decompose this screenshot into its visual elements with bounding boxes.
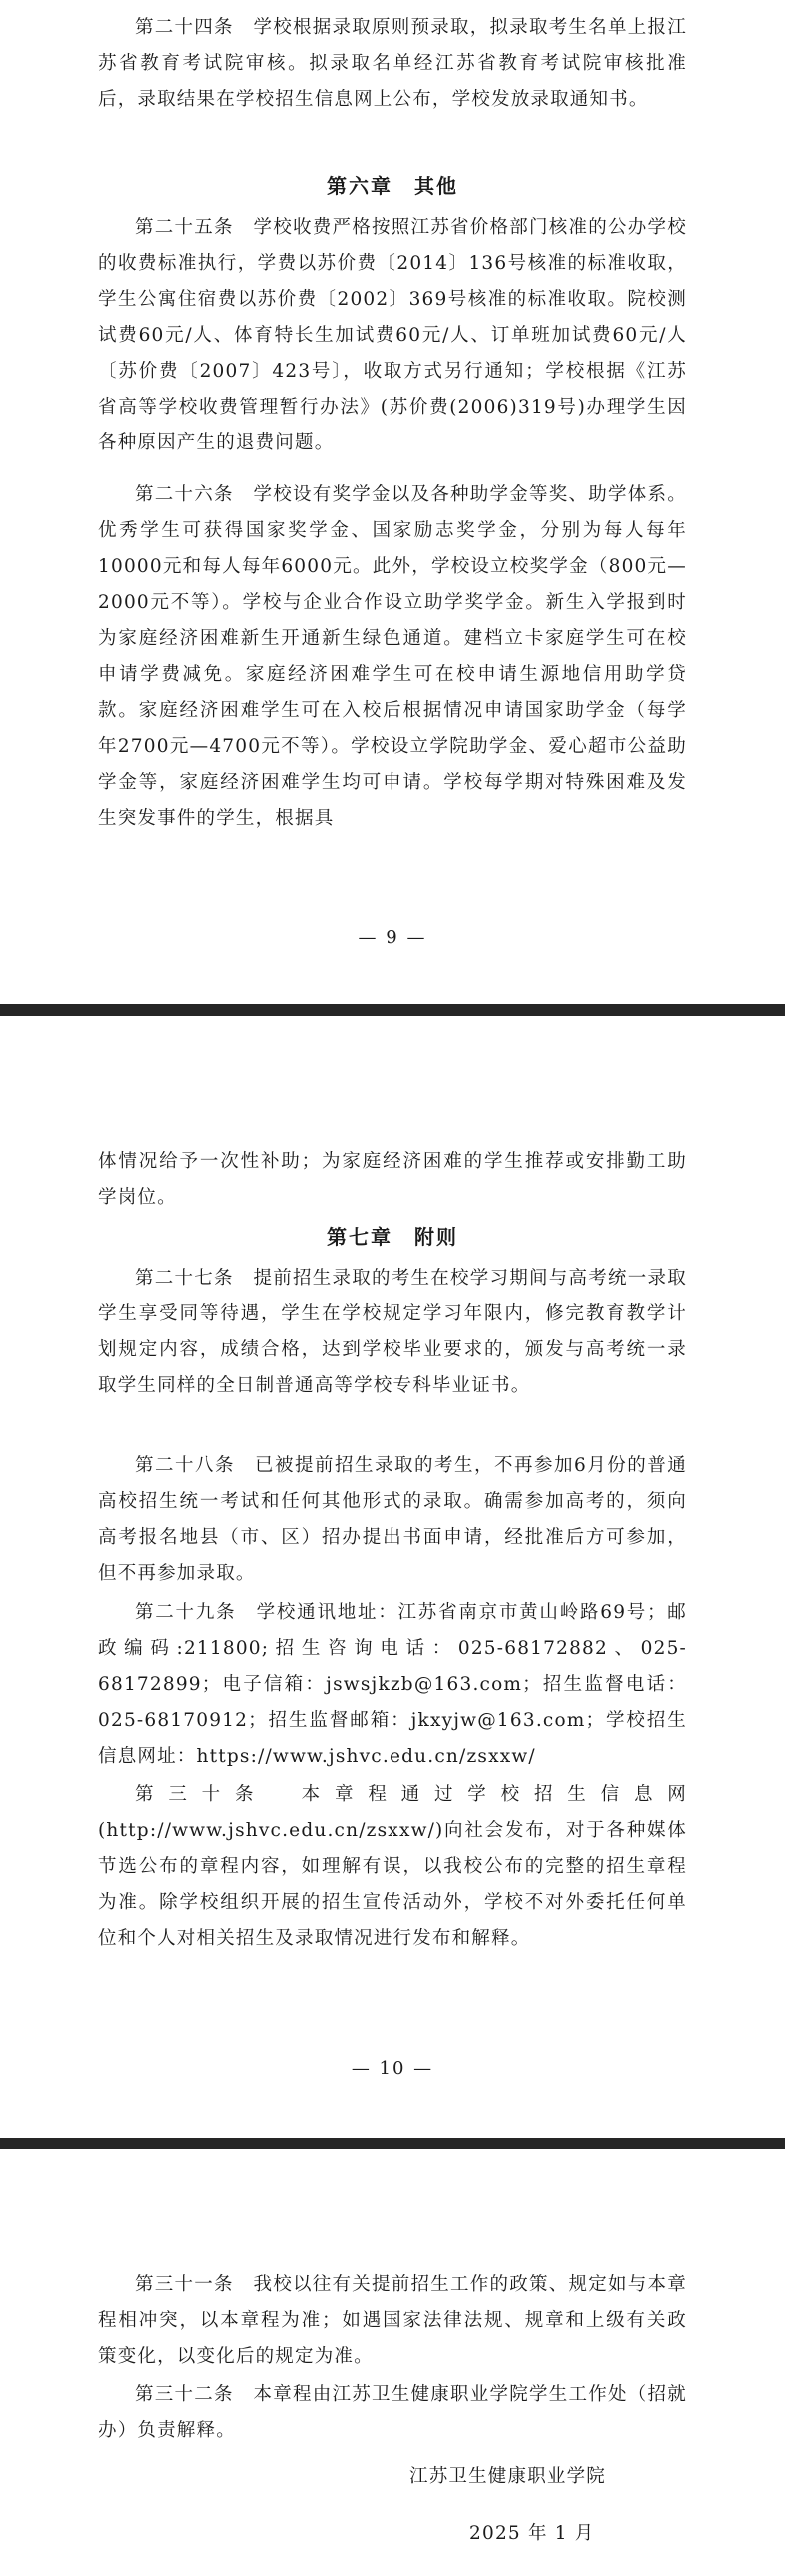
document-page-9 [0, 0, 785, 1004]
chapter-6-heading: 第六章 其他 [327, 174, 458, 198]
document-page-10 [0, 1016, 785, 2138]
chapter-7-heading: 第七章 附则 [327, 1225, 458, 1249]
signature-organization: 江苏卫生健康职业学院 [409, 2466, 607, 2487]
article-26-continued: 体情况给予一次性补助；为家庭经济困难的学生推荐或安排勤工助学岗位。 [98, 1151, 687, 1208]
article-25: 第二十五条 学校收费严格按照江苏省价格部门核准的公办学校的收费标准执行，学费以苏价费〔2014〕136号核准的标准收取，学生公寓住宿费以苏价费〔2002〕369号核准的标准收取。院校测试费60元/人、体育特长生加试费60元/人、订单班加试费60元/人〔苏价费〔2007〕423号〕，收取方式另行通知；学校根据《江苏省高等学校收费管理暂行办法》(苏价费(2006)319号)办理学生因各种原因产生的退费问题。 [98, 217, 687, 453]
page-number-9: — 9 — [358, 927, 427, 948]
article-32: 第三十二条 本章程由江苏卫生健康职业学院学生工作处（招就办）负责解释。 [98, 2384, 687, 2441]
article-30: 第三十条 本章程通过学校招生信息网(http://www.jshvc.edu.cn/zsxxw/)向社会发布，对于各种媒体节选公布的章程内容，如理解有误，以我校公布的完整的招生章程为准。除学校组织开展的招生宣传活动外，学校不对外委托任何单位和个人对相关招生及录取情况进行发布和解释。 [98, 1784, 687, 1949]
article-29: 第二十九条 学校通讯地址：江苏省南京市黄山岭路69号；邮政编码:211800;招生咨询电话：025-68172882、025-68172899；电子信箱：jswsjkzb@163.com；招生监督电话：025-68170912；招生监督邮箱：jkxyjw@163.com；学校招生信息网址：https://www.jshvc.edu.cn/zsxxw/ [98, 1602, 687, 1767]
page-separator [0, 2138, 785, 2149]
article-28: 第二十八条 已被提前招生录取的考生，不再参加6月份的普通高校招生统一考试和任何其他形式的录取。确需参加高考的，须向高考报名地县（市、区）招办提出书面申请，经批准后方可参加，但不再参加录取。 [98, 1455, 687, 1584]
article-27: 第二十七条 提前招生录取的考生在校学习期间与高考统一录取学生享受同等待遇，学生在学校规定学习年限内，修完教育教学计划规定内容，成绩合格，达到学校毕业要求的，颁发与高考统一录取学生同样的全日制普通高等学校专科毕业证书。 [98, 1268, 687, 1396]
signature-date: 2025 年 1 月 [469, 2523, 595, 2544]
document-page-11 [0, 2149, 785, 2576]
article-26: 第二十六条 学校设有奖学金以及各种助学金等奖、助学体系。优秀学生可获得国家奖学金、国家励志奖学金，分别为每人每年10000元和每人每年6000元。此外，学校设立校奖学金（800元—2000元不等）。学校与企业合作设立助学奖学金。新生入学报到时为家庭经济困难新生开通新生绿色通道。建档立卡家庭学生可在校申请学费减免。家庭经济困难学生可在校申请生源地信用助学贷款。家庭经济困难学生可在入校后根据情况申请国家助学金（每学年2700元—4700元不等）。学校设立学院助学金、爱心超市公益助学金等，家庭经济困难学生均可申请。学校每学期对特殊困难及发生突发事件的学生，根据具 [98, 484, 687, 829]
article-24: 第二十四条 学校根据录取原则预录取，拟录取考生名单上报江苏省教育考试院审核。拟录取名单经江苏省教育考试院审核批准后，录取结果在学校招生信息网上公布，学校发放录取通知书。 [98, 17, 687, 110]
article-31: 第三十一条 我校以往有关提前招生工作的政策、规定如与本章程相冲突，以本章程为准；如遇国家法律法规、规章和上级有关政策变化，以变化后的规定为准。 [98, 2274, 687, 2367]
page-number-10: — 10 — [351, 2058, 434, 2079]
page-separator [0, 1004, 785, 1016]
